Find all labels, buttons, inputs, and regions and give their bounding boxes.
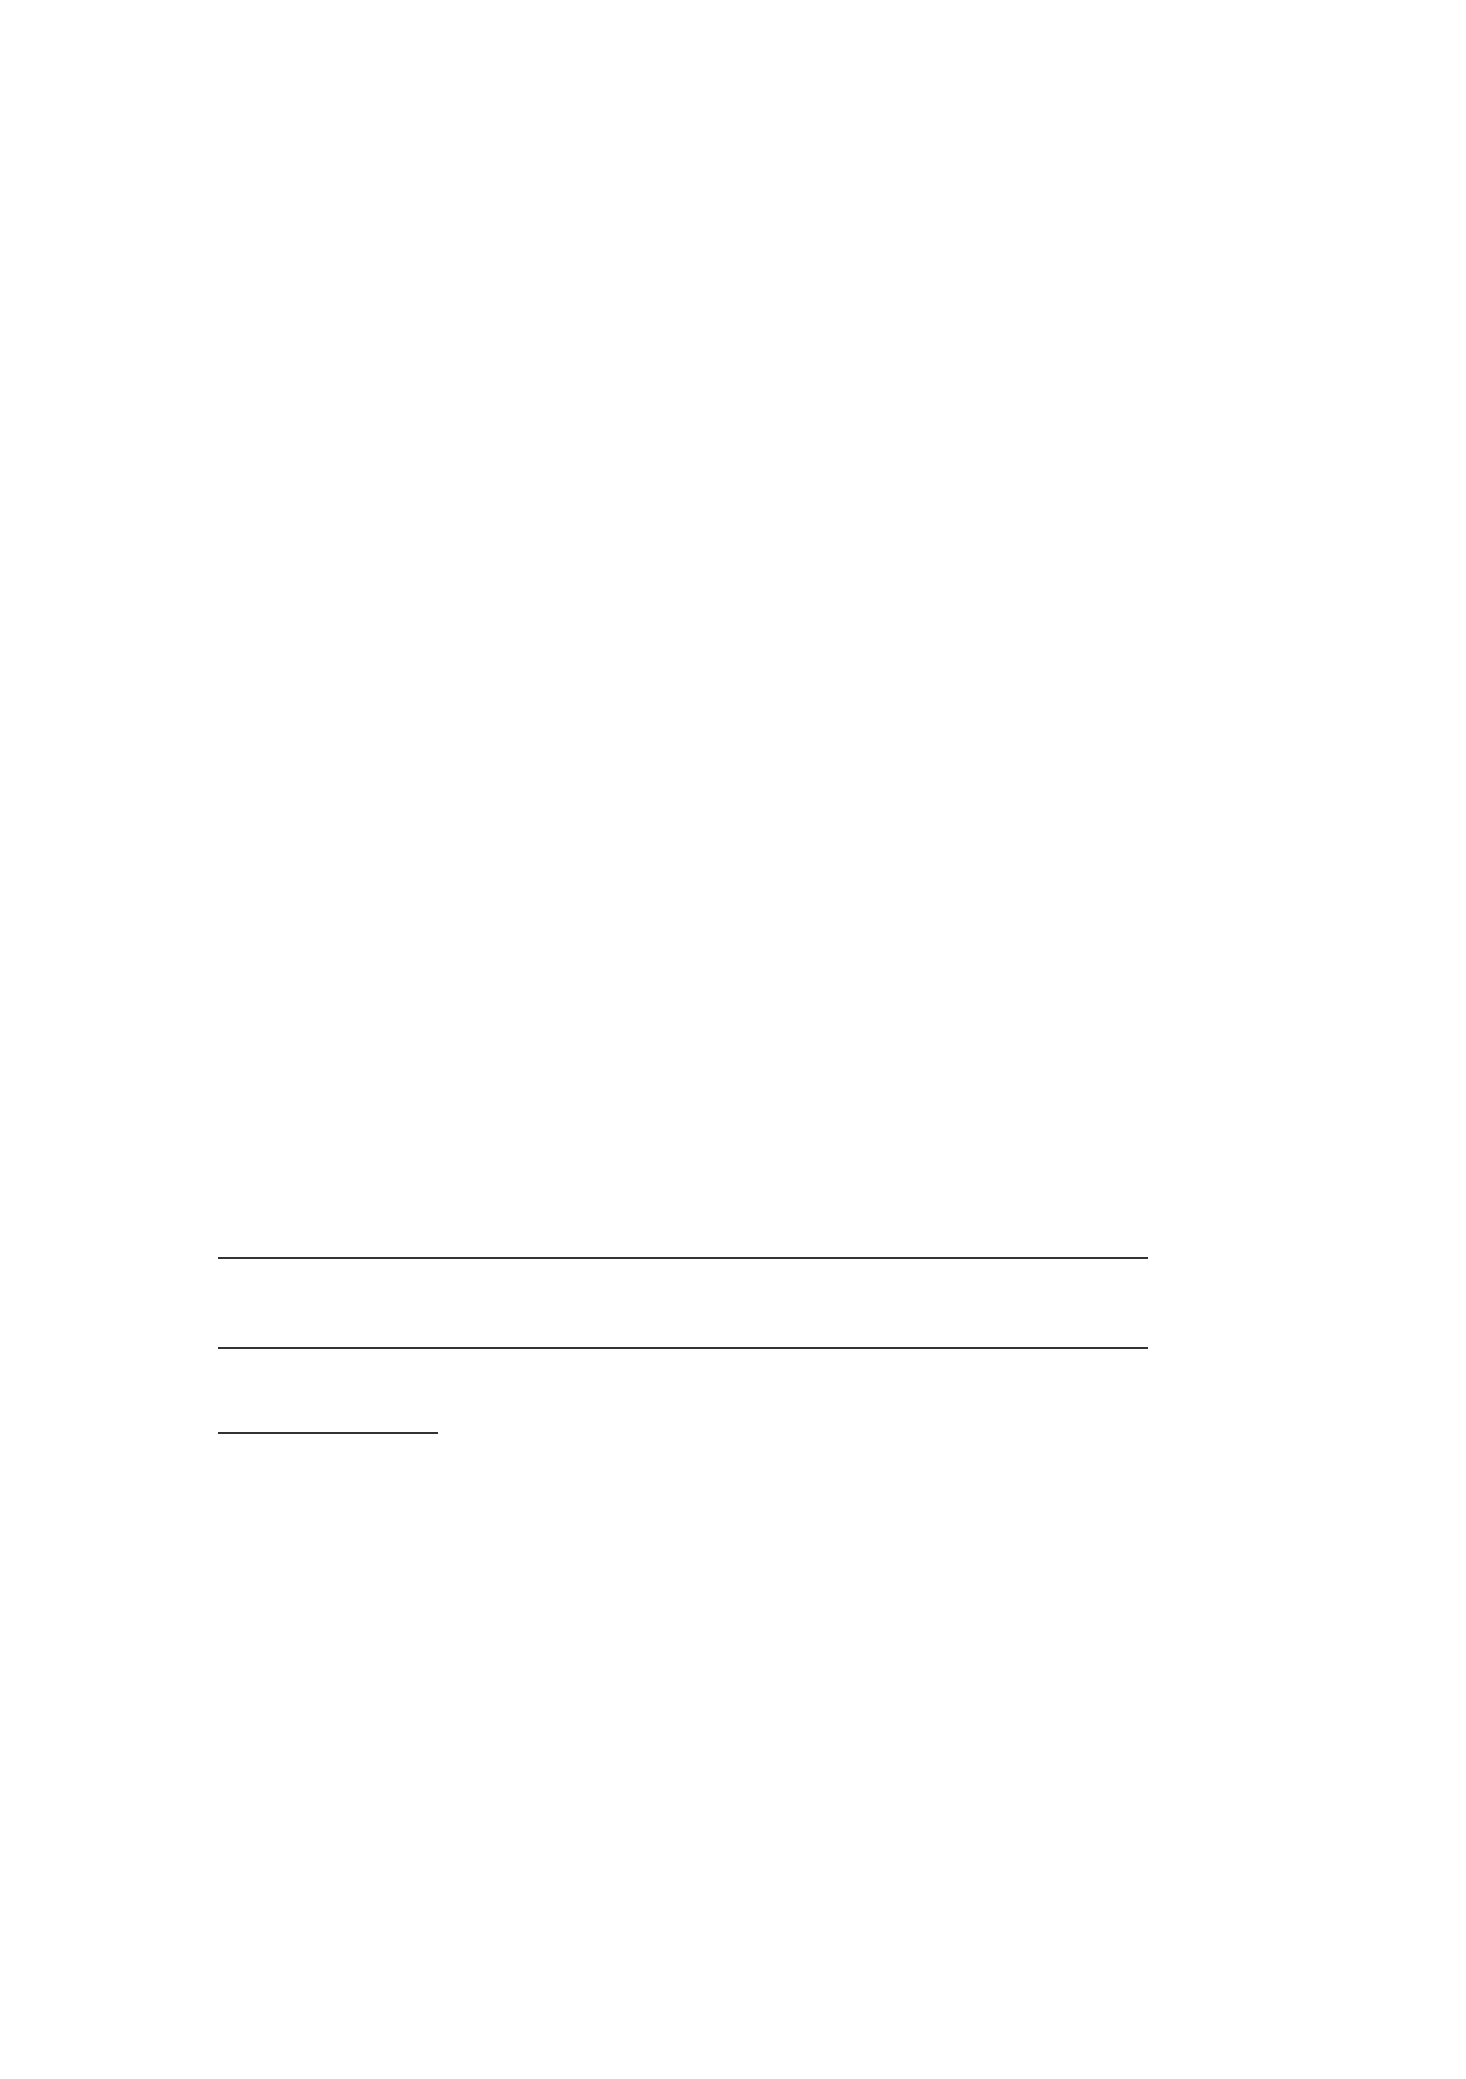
writing-line-1	[218, 1257, 1148, 1259]
writing-line-2	[218, 1347, 1148, 1349]
fish-matching-illustration	[300, 275, 900, 615]
writing-line-3	[218, 1432, 438, 1434]
